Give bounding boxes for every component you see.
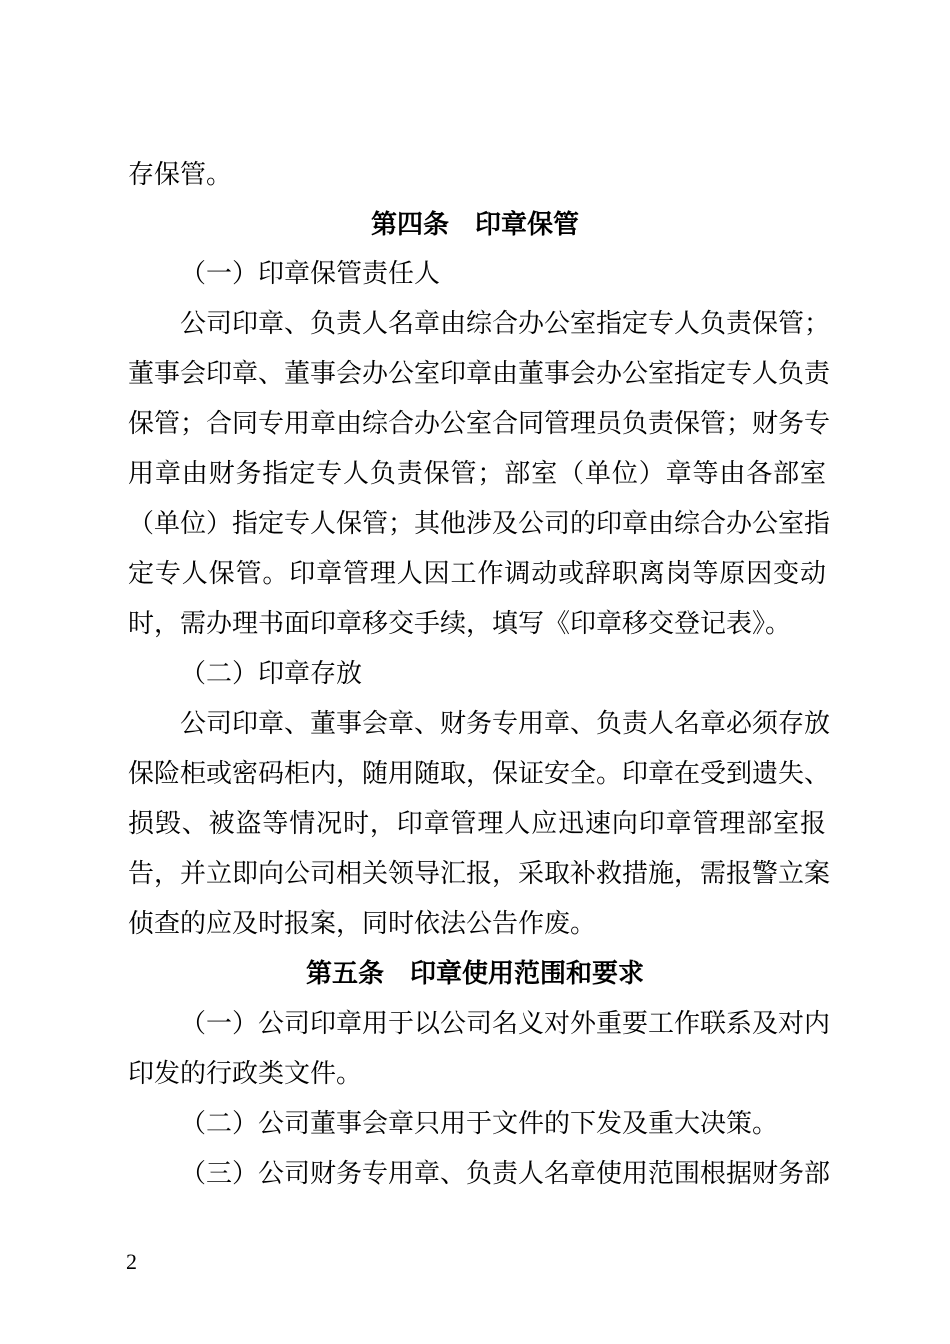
text-line: （一）公司印章用于以公司名义对外重要工作联系及对内 bbox=[180, 1009, 831, 1039]
text-line: 损毁、被盗等情况时，印章管理人应迅速向印章管理部室报 bbox=[128, 809, 826, 839]
text-line: 用章由财务指定专人负责保管；部室（单位）章等由各部室 bbox=[128, 459, 826, 489]
text-line: 存保管。 bbox=[128, 160, 233, 190]
text-line: （二）公司董事会章只用于文件的下发及重大决策。 bbox=[180, 1109, 779, 1139]
text-line: 定专人保管。印章管理人因工作调动或辞职离岗等原因变动 bbox=[128, 559, 826, 589]
text-line: 公司印章、董事会章、财务专用章、负责人名章必须存放 bbox=[180, 709, 831, 739]
article-4-heading: 第四条 印章保管 bbox=[370, 210, 579, 240]
text-line: （三）公司财务专用章、负责人名章使用范围根据财务部 bbox=[180, 1159, 831, 1189]
section-heading: （一）印章保管责任人 bbox=[180, 259, 441, 289]
article-5-heading: 第五条 印章使用范围和要求 bbox=[305, 959, 644, 989]
page-number: 2 bbox=[126, 1249, 137, 1274]
text-line: 时，需办理书面印章移交手续，填写《印章移交登记表》。 bbox=[128, 609, 792, 639]
text-line: 公司印章、负责人名章由综合办公室指定专人负责保管； bbox=[180, 309, 831, 339]
text-line: 董事会印章、董事会办公室印章由董事会办公室指定专人负责 bbox=[128, 359, 831, 389]
text-line: （单位）指定专人保管；其他涉及公司的印章由综合办公室指 bbox=[128, 509, 831, 539]
text-line: 侦查的应及时报案，同时依法公告作废。 bbox=[128, 909, 597, 939]
text-line: 印发的行政类文件。 bbox=[128, 1059, 363, 1089]
text-line: 保管；合同专用章由综合办公室合同管理员负责保管；财务专 bbox=[128, 409, 831, 439]
text-line: 告，并立即向公司相关领导汇报，采取补救措施，需报警立案 bbox=[128, 859, 831, 889]
text-line: 保险柜或密码柜内，随用随取，保证安全。印章在受到遗失、 bbox=[128, 759, 831, 789]
section-heading: （二）印章存放 bbox=[180, 659, 363, 689]
